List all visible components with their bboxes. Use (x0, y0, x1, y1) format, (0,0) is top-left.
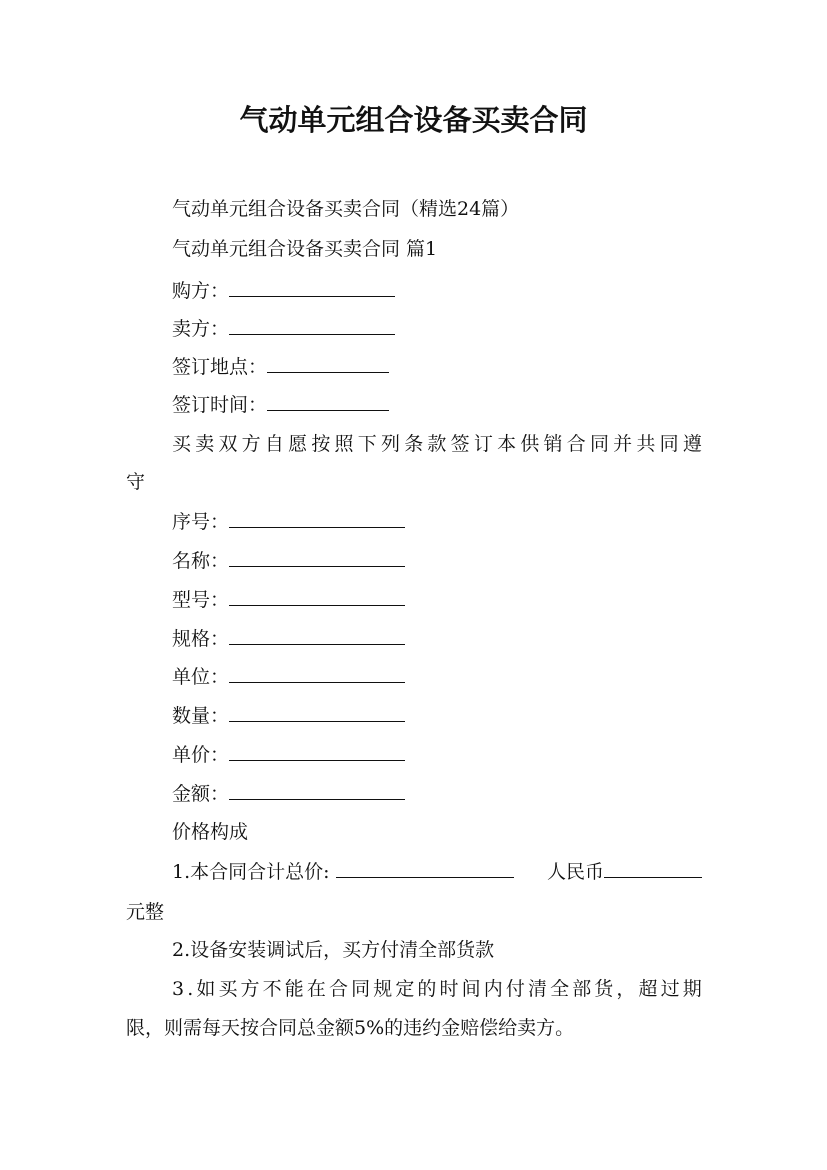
clause1-line2: 元整 (126, 901, 165, 923)
item-label: 名称： (172, 550, 230, 572)
item-model-field[interactable] (229, 583, 405, 606)
item-unit-field[interactable] (229, 660, 405, 683)
intro-paragraph-line1: 买 卖 双 方 自 愿 按 照 下 列 条 款 签 订 本 供 销 合 同 并 共 同 遵 (172, 433, 702, 455)
party-buyer-field[interactable] (229, 274, 395, 297)
price-heading: 价格构成 (172, 821, 249, 843)
clause1-prefix: 1.本合同合计总价: (172, 853, 514, 891)
rmb-amount-field[interactable] (604, 855, 702, 878)
item-quantity-row (172, 697, 827, 735)
item-model-row (172, 581, 827, 619)
signing-place-row (172, 348, 827, 386)
clause2: 2.设备安装调试后，买方付清全部货款 (172, 939, 495, 961)
party-seller-row (172, 310, 827, 348)
signing-time-label: 签订时间： (172, 394, 268, 416)
clause3-line1: 3 . 如 买 方 不 能 在 合 同 规 定 的 时 间 内 付 清 全 部 货 ， 超 过 期 (172, 978, 702, 1000)
signing-time-row (172, 386, 827, 424)
item-serial-field[interactable] (229, 505, 405, 528)
signing-place-label: 签订地点： (172, 356, 268, 378)
page-title: 气动单元组合设备买卖合同 (239, 103, 588, 137)
item-spec-field[interactable] (229, 622, 405, 645)
item-unit-row (172, 658, 827, 696)
party-seller-field[interactable] (229, 312, 395, 335)
clause3-line2: 限，则需每天按合同总金额5%的违约金赔偿给卖方。 (126, 1017, 575, 1039)
item-label: 数量： (172, 705, 230, 727)
signing-time-field[interactable] (267, 388, 389, 411)
item-label: 型号： (172, 589, 230, 611)
item-label: 规格： (172, 628, 230, 650)
item-amount-row (172, 775, 827, 813)
item-label: 单价： (172, 744, 230, 766)
signing-place-field[interactable] (267, 350, 389, 373)
item-serial-row (172, 503, 827, 541)
item-name-field[interactable] (229, 544, 405, 567)
item-amount-field[interactable] (229, 777, 405, 800)
total-price-field[interactable] (336, 855, 514, 878)
party-buyer-label: 购方： (172, 280, 230, 302)
section-heading: 气动单元组合设备买卖合同 篇1 (172, 238, 438, 260)
item-unit-price-field[interactable] (229, 738, 405, 761)
item-label: 金额： (172, 783, 230, 805)
item-quantity-field[interactable] (229, 699, 405, 722)
document-subtitle: 气动单元组合设备买卖合同（精选24篇） (172, 198, 520, 220)
intro-paragraph-line2: 守 (126, 471, 146, 493)
clause1-line1 (172, 853, 702, 891)
item-unit-price-row (172, 736, 827, 774)
item-spec-row (172, 620, 827, 658)
clause1-rmb: 人民币 (547, 853, 702, 891)
party-seller-label: 卖方： (172, 318, 230, 340)
party-buyer-row (172, 272, 827, 310)
item-label: 单位： (172, 666, 230, 688)
item-label: 序号： (172, 511, 230, 533)
item-name-row (172, 542, 827, 580)
